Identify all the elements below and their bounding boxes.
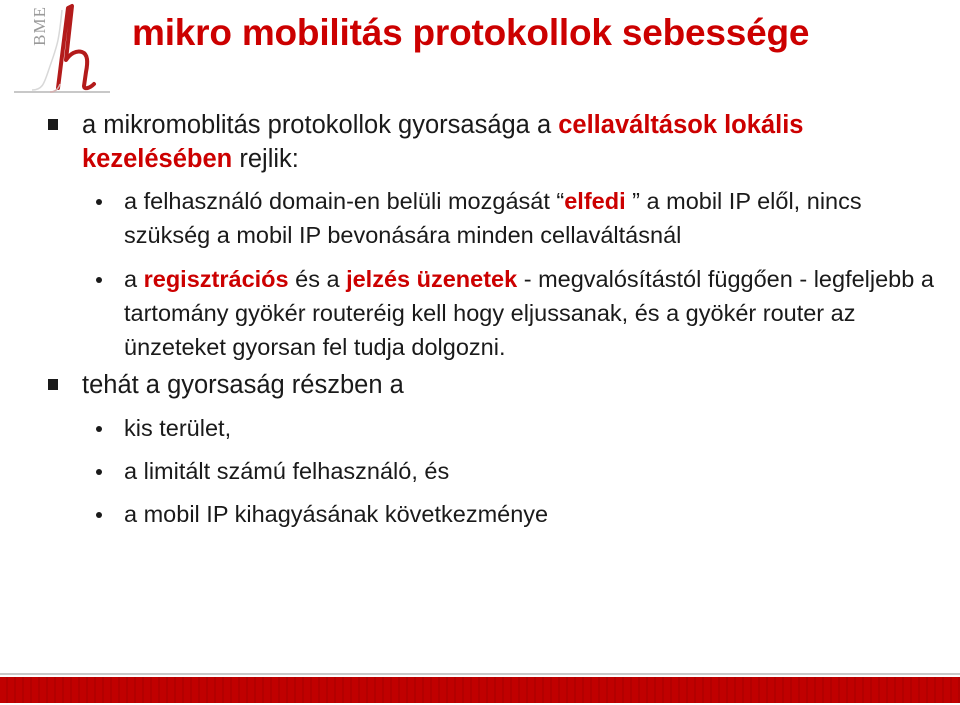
text: a (124, 266, 144, 292)
highlight: regisztrációs (143, 266, 289, 292)
logo-text: BME (30, 6, 49, 46)
bullet-main-2 (42, 368, 942, 402)
text: kis terület, (124, 415, 232, 441)
text: - megvalósítástól függően - legfeljebb a tartomány gyökér routeréig kell hogy eljussanak, és a gyökér router az ünzeteket gyorsan fel tudja dolgozni. (124, 266, 934, 360)
slide-content (42, 108, 942, 531)
text: a mobil IP kihagyásának következménye (124, 501, 549, 527)
highlight: jelzés üzenetek (346, 266, 518, 292)
footer-red-band (0, 677, 960, 703)
quote-mark: “ (556, 188, 565, 214)
slide-title: mikro mobilitás protokollok sebessége (132, 12, 810, 53)
round-bullet-icon (96, 277, 102, 283)
bullet-sub-1 (42, 184, 942, 252)
logo-graphic (14, 0, 114, 96)
text: a mikromoblitás protokollok gyorsasága a (82, 111, 559, 139)
round-bullet-icon (96, 199, 102, 205)
round-bullet-icon (96, 512, 102, 518)
highlight: elfedi (564, 188, 626, 214)
text: és a (288, 266, 347, 292)
round-bullet-icon (96, 426, 102, 432)
bullet-sub-3 (42, 411, 942, 445)
square-bullet-icon (48, 119, 58, 130)
footer-bar (0, 673, 960, 705)
quote-mark: ” (625, 188, 640, 214)
footer-divider (0, 673, 960, 675)
text: rejlik: (232, 145, 299, 173)
text: a felhasználó domain-en belüli mozgását (124, 188, 557, 214)
square-bullet-icon (48, 379, 58, 390)
round-bullet-icon (96, 469, 102, 475)
text: tehát a gyorsaság részben a (82, 371, 404, 399)
bme-logo (14, 0, 114, 96)
bullet-sub-4 (42, 454, 942, 488)
text: a limitált számú felhasználó, és (124, 458, 450, 484)
bullet-sub-5 (42, 497, 942, 531)
highlight: cellaváltások lokális kezelésében (82, 111, 804, 173)
bullet-main-1 (42, 108, 942, 176)
text: a mobil IP elől, nincs szükség a mobil IP bevonására minden cellaváltásnál (124, 188, 862, 248)
bullet-sub-2 (42, 262, 942, 364)
